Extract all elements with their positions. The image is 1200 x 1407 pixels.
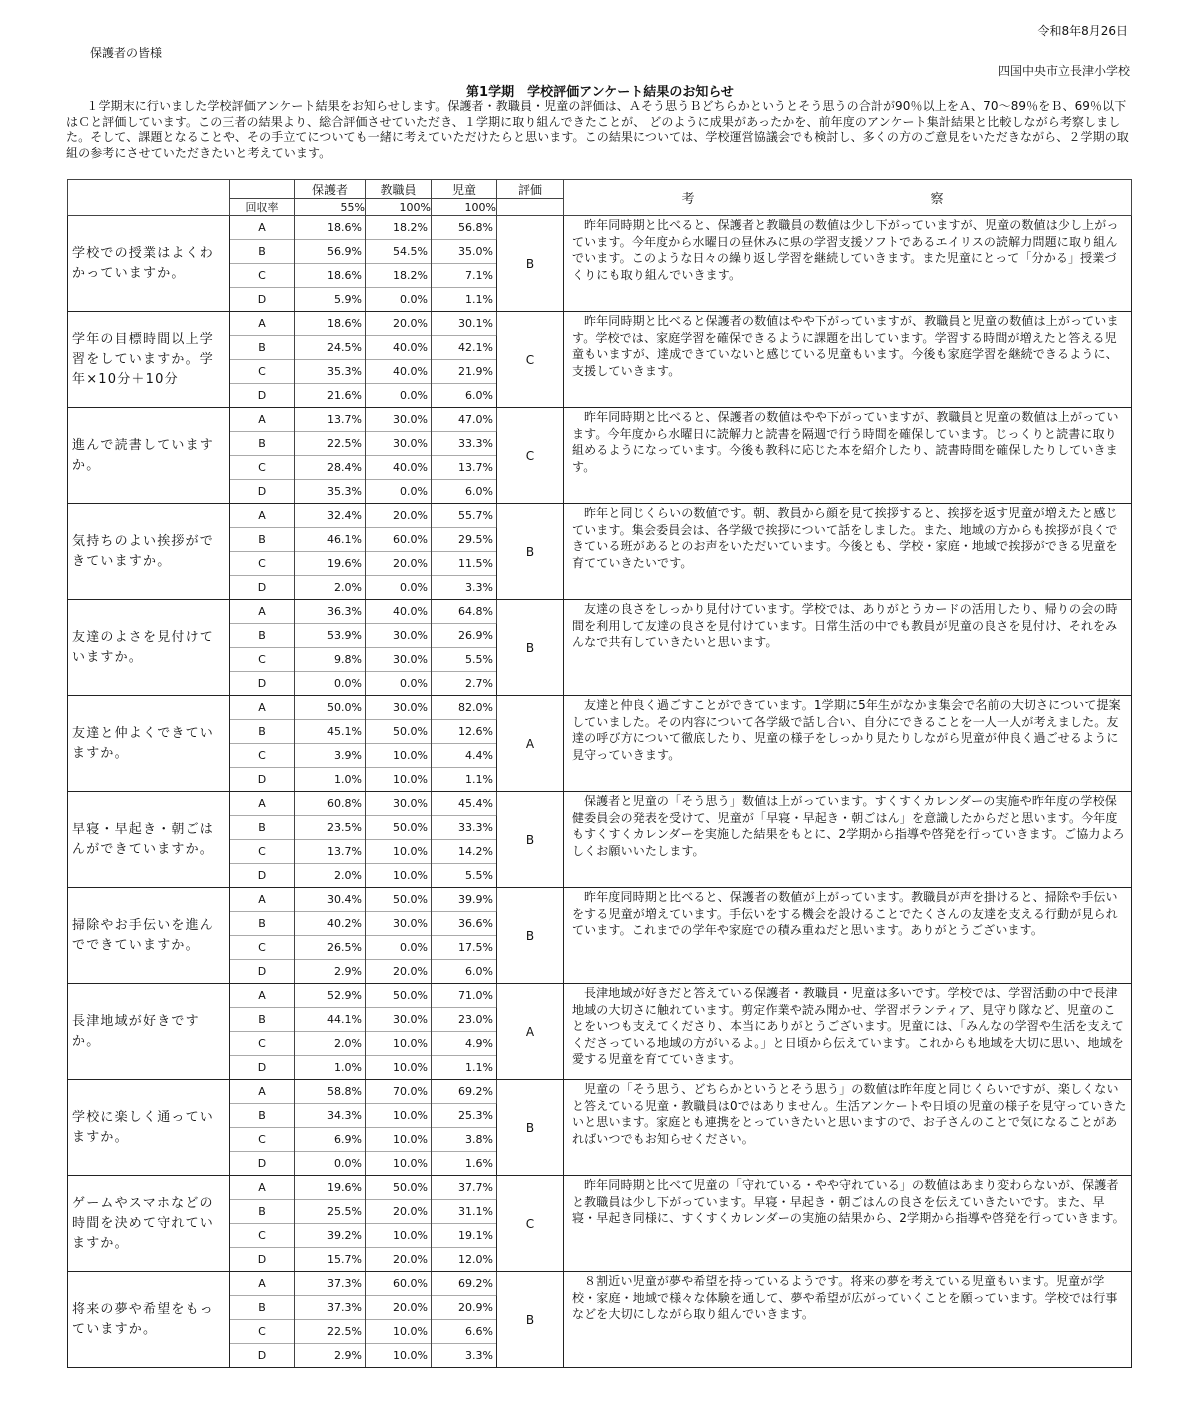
value-staff: 30.0% [366, 624, 432, 648]
evaluation-grade: B [497, 504, 564, 600]
table-row [68, 1080, 1132, 1104]
value-student: 7.1% [432, 264, 497, 288]
answer-level: C [230, 552, 295, 576]
answer-level: A [230, 1080, 295, 1104]
question-text: 友達と仲よくできていますか。 [68, 696, 230, 792]
value-student: 39.9% [432, 888, 497, 912]
value-staff: 30.0% [366, 696, 432, 720]
answer-level: B [230, 1200, 295, 1224]
answer-level: A [230, 312, 295, 336]
value-student: 26.9% [432, 624, 497, 648]
value-staff: 30.0% [366, 1008, 432, 1032]
value-guardian: 9.8% [295, 648, 366, 672]
value-staff: 0.0% [366, 480, 432, 504]
value-staff: 10.0% [366, 1128, 432, 1152]
table-row [68, 984, 1132, 1008]
value-student: 31.1% [432, 1200, 497, 1224]
answer-level: D [230, 1344, 295, 1368]
evaluation-grade: B [497, 1080, 564, 1176]
table-row [68, 408, 1132, 432]
value-guardian: 2.0% [295, 1032, 366, 1056]
header-blank-cell [68, 180, 230, 216]
table-row [68, 1176, 1132, 1200]
answer-level: B [230, 240, 295, 264]
value-student: 20.9% [432, 1296, 497, 1320]
observation-text: 昨年同時期と比べると保護者の数値はやや下がっていますが、教職員と児童の数値は上がっています。学校では、家庭学習を確保できるように課題を出しています。学習する時間が増えたと答える児童もいますが、達成できていないと感じている児童もいます。今後も家庭学習を継続できるように、支援していきます。 [564, 312, 1132, 408]
value-guardian: 13.7% [295, 408, 366, 432]
observation-text: 児童の「そう思う、どちらかというとそう思う」の数値は昨年度と同じくらいですが、楽しくないと答えている児童・教職員は0ではありません。生活アンケートや日頃の児童の様子を見守っていきたいと思います。家庭とも連携をとっていきたいと思いますので、お子さんのことで気になることがあればいつでもお知らせください。 [564, 1080, 1132, 1176]
answer-level: C [230, 744, 295, 768]
value-student: 33.3% [432, 432, 497, 456]
value-staff: 20.0% [366, 1296, 432, 1320]
evaluation-grade: C [497, 1176, 564, 1272]
table-row [68, 504, 1132, 528]
value-guardian: 5.9% [295, 288, 366, 312]
value-guardian: 30.4% [295, 888, 366, 912]
value-student: 4.9% [432, 1032, 497, 1056]
evaluation-grade: A [497, 984, 564, 1080]
question-text: 将来の夢や希望をもっていますか。 [68, 1272, 230, 1368]
table-row [68, 888, 1132, 912]
value-staff: 30.0% [366, 408, 432, 432]
value-staff: 18.2% [366, 216, 432, 240]
value-staff: 50.0% [366, 720, 432, 744]
answer-level: D [230, 1248, 295, 1272]
value-student: 71.0% [432, 984, 497, 1008]
recovery-guardian: 55% [295, 199, 366, 216]
value-guardian: 19.6% [295, 552, 366, 576]
table-row [68, 600, 1132, 624]
value-guardian: 34.3% [295, 1104, 366, 1128]
value-student: 35.0% [432, 240, 497, 264]
observation-text: 保護者と児童の「そう思う」数値は上がっています。すくすくカレンダーの実施や昨年度の学校保健委員会の発表を受けて、児童が「早寝・早起き・朝ごはん」を意識したからだと思います。今年度もすくすくカレンダーを実施した結果をもとに、2学期から指導や啓発を行っていきます。ご協力よろしくお願いいたします。 [564, 792, 1132, 888]
survey-results-table [67, 179, 1132, 1368]
question-text: 掃除やお手伝いを進んでできていますか。 [68, 888, 230, 984]
value-student: 6.0% [432, 960, 497, 984]
observation-text: 昨年と同じくらいの数値です。朝、教員から顔を見て挨拶すると、挨拶を返す児童が増えたと感じています。集会委員会は、各学級で挨拶について話をしました。また、地域の方からも挨拶が良くできている班があるとのお声をいただいています。今後とも、学校・家庭・地域で挨拶ができる児童を育てていきたいです。 [564, 504, 1132, 600]
table-row [68, 1272, 1132, 1296]
question-text: 長津地域が好きですか。 [68, 984, 230, 1080]
question-text: ゲームやスマホなどの時間を決めて守れていますか。 [68, 1176, 230, 1272]
value-guardian: 18.6% [295, 216, 366, 240]
value-guardian: 2.0% [295, 576, 366, 600]
value-staff: 70.0% [366, 1080, 432, 1104]
value-staff: 10.0% [366, 1032, 432, 1056]
school-name: 四国中央市立長津小学校 [997, 64, 1130, 78]
value-student: 42.1% [432, 336, 497, 360]
value-staff: 10.0% [366, 840, 432, 864]
answer-level: D [230, 672, 295, 696]
evaluation-grade: B [497, 792, 564, 888]
value-student: 56.8% [432, 216, 497, 240]
value-staff: 20.0% [366, 960, 432, 984]
table-header-row [68, 180, 1132, 199]
value-guardian: 2.0% [295, 864, 366, 888]
question-text: 学年の目標時間以上学習をしていますか。学年×10分＋10分 [68, 312, 230, 408]
value-guardian: 6.9% [295, 1128, 366, 1152]
value-student: 5.5% [432, 648, 497, 672]
value-staff: 10.0% [366, 1104, 432, 1128]
value-student: 69.2% [432, 1080, 497, 1104]
question-text: 進んで読書していますか。 [68, 408, 230, 504]
value-student: 33.3% [432, 816, 497, 840]
answer-level: A [230, 888, 295, 912]
value-guardian: 1.0% [295, 768, 366, 792]
value-guardian: 22.5% [295, 432, 366, 456]
value-guardian: 2.9% [295, 1344, 366, 1368]
value-student: 11.5% [432, 552, 497, 576]
value-staff: 40.0% [366, 360, 432, 384]
answer-level: B [230, 336, 295, 360]
evaluation-grade: C [497, 408, 564, 504]
value-student: 1.6% [432, 1152, 497, 1176]
answer-level: B [230, 912, 295, 936]
value-staff: 50.0% [366, 888, 432, 912]
value-student: 1.1% [432, 768, 497, 792]
value-student: 3.8% [432, 1128, 497, 1152]
value-staff: 10.0% [366, 768, 432, 792]
observation-text: 友達の良さをしっかり見付けています。学校では、ありがとうカードの活用したり、帰りの会の時間を利用して友達の良さを見付けています。日常生活の中でも教員が児童の良さを見付け、それをみんなで共有していきたいと思います。 [564, 600, 1132, 696]
evaluation-grade: B [497, 216, 564, 312]
value-staff: 30.0% [366, 912, 432, 936]
table-row [68, 792, 1132, 816]
value-staff: 18.2% [366, 264, 432, 288]
answer-level: D [230, 480, 295, 504]
value-guardian: 28.4% [295, 456, 366, 480]
answer-level: C [230, 648, 295, 672]
value-staff: 0.0% [366, 672, 432, 696]
answer-level: C [230, 360, 295, 384]
value-staff: 10.0% [366, 1152, 432, 1176]
answer-level: B [230, 1008, 295, 1032]
evaluation-grade: C [497, 312, 564, 408]
value-guardian: 45.1% [295, 720, 366, 744]
value-staff: 0.0% [366, 288, 432, 312]
col-staff: 教職員 [366, 180, 432, 199]
answer-level: D [230, 384, 295, 408]
value-staff: 10.0% [366, 1056, 432, 1080]
answer-level: B [230, 1296, 295, 1320]
answer-level: C [230, 1224, 295, 1248]
value-staff: 10.0% [366, 864, 432, 888]
value-student: 47.0% [432, 408, 497, 432]
question-text: 学校に楽しく通っていますか。 [68, 1080, 230, 1176]
observation-text: 昨年度同時期と比べると、保護者の数値が上がっています。教職員が声を掛けると、掃除や手伝いをする児童が増えています。手伝いをする機会を設けることでたくさんの友達を支える行動が見られています。これまでの学年や家庭での積み重ねだと思います。ありがとうございます。 [564, 888, 1132, 984]
value-student: 30.1% [432, 312, 497, 336]
answer-level: A [230, 696, 295, 720]
value-staff: 50.0% [366, 1176, 432, 1200]
value-staff: 20.0% [366, 552, 432, 576]
answer-level: B [230, 432, 295, 456]
value-student: 17.5% [432, 936, 497, 960]
col-eval: 評価 [497, 180, 564, 199]
answer-level: A [230, 408, 295, 432]
value-staff: 10.0% [366, 1224, 432, 1248]
value-student: 6.6% [432, 1320, 497, 1344]
value-staff: 60.0% [366, 1272, 432, 1296]
evaluation-grade: A [497, 696, 564, 792]
answer-level: D [230, 768, 295, 792]
value-staff: 40.0% [366, 600, 432, 624]
value-guardian: 19.6% [295, 1176, 366, 1200]
evaluation-grade: B [497, 888, 564, 984]
value-staff: 20.0% [366, 1248, 432, 1272]
answer-level: D [230, 1152, 295, 1176]
value-guardian: 44.1% [295, 1008, 366, 1032]
recovery-label: 回収率 [230, 199, 295, 216]
value-student: 3.3% [432, 576, 497, 600]
answer-level: D [230, 288, 295, 312]
value-staff: 54.5% [366, 240, 432, 264]
value-student: 4.4% [432, 744, 497, 768]
value-staff: 0.0% [366, 384, 432, 408]
observation-text: 昨年同時期と比べると、保護者の数値はやや下がっていますが、教職員と児童の数値は上がっています。今年度から水曜日に読解力と読書を隔週で行う時間を確保しています。じっくりと読書に取り組めるようになっています。今後も教科に応じた本を紹介したり、読書時間を確保したりしていきます。 [564, 408, 1132, 504]
value-student: 82.0% [432, 696, 497, 720]
value-student: 29.5% [432, 528, 497, 552]
question-text: 友達のよさを見付けていますか。 [68, 600, 230, 696]
table-row [68, 216, 1132, 240]
observation-text: ８割近い児童が夢や希望を持っているようです。将来の夢を考えている児童もいます。児童が学校・家庭・地域で様々な体験を通して、夢や希望が広がっていくことを願っています。学校では行事などを大切にしながら取り組んでいきます。 [564, 1272, 1132, 1368]
value-guardian: 18.6% [295, 264, 366, 288]
value-student: 55.7% [432, 504, 497, 528]
value-guardian: 53.9% [295, 624, 366, 648]
value-staff: 30.0% [366, 792, 432, 816]
answer-level: B [230, 624, 295, 648]
answer-level: C [230, 840, 295, 864]
value-staff: 50.0% [366, 984, 432, 1008]
recovery-student: 100% [432, 199, 497, 216]
value-guardian: 35.3% [295, 360, 366, 384]
value-staff: 60.0% [366, 528, 432, 552]
value-guardian: 0.0% [295, 672, 366, 696]
value-staff: 20.0% [366, 504, 432, 528]
value-staff: 40.0% [366, 456, 432, 480]
value-guardian: 40.2% [295, 912, 366, 936]
value-guardian: 37.3% [295, 1296, 366, 1320]
answer-level: A [230, 600, 295, 624]
value-guardian: 39.2% [295, 1224, 366, 1248]
observation-text: 友達と仲良く過ごすことができています。1学期に5年生がなかま集会で名前の大切さについて提案していました。その内容について各学級で話し合い、自分にできることを一人一人が考えました。友達の呼び方について徹底したり、児童の様子をしっかり見たりしながら児童が仲良く過ごせるように見守っていきます。 [564, 696, 1132, 792]
answer-level: C [230, 264, 295, 288]
value-guardian: 32.4% [295, 504, 366, 528]
value-student: 13.7% [432, 456, 497, 480]
value-staff: 0.0% [366, 936, 432, 960]
table-row [68, 312, 1132, 336]
observation-text: 昨年同時期と比べると、保護者と教職員の数値は少し下がっていますが、児童の数値は少し上がっています。今年度から水曜日の昼休みに県の学習支援ソフトであるエイリスの読解力問題に取り組んでいます。このような日々の繰り返し学習を継続していきます。また児童にとって「分かる」授業づくりにも取り組んでいきます。 [564, 216, 1132, 312]
answer-level: B [230, 528, 295, 552]
value-staff: 30.0% [366, 648, 432, 672]
answer-level: A [230, 216, 295, 240]
value-guardian: 21.6% [295, 384, 366, 408]
value-student: 6.0% [432, 384, 497, 408]
value-guardian: 15.7% [295, 1248, 366, 1272]
col-observation-label: 考 察 [681, 192, 1014, 207]
value-staff: 10.0% [366, 1344, 432, 1368]
answer-level: B [230, 1104, 295, 1128]
intro-paragraph: １学期末に行いました学校評価アンケート結果をお知らせします。保護者・教職員・児童の評価は、Ａそう思うＢどちらかというとそう思うの合計が90％以上をＡ、70～89％をＢ、69％以下はＣと評価しています。この三者の結果より、総合評価させていただき、１学期に取り組んできたことが、 どのように成果があったかを、前年度のアンケート集計結果と比較しながら考察しました。そして、課題となることや、その手立てについても一緒に考えていただけたらと思います。この結果については、学校運営協議会でも検討し、多くの方のご意見をいただきながら、２学期の取組の参考にさせていただきたいと考えています。 [66, 99, 1129, 160]
answer-level: A [230, 984, 295, 1008]
document-title: 第1学期 学校評価アンケート結果のお知らせ [466, 85, 734, 100]
value-student: 23.0% [432, 1008, 497, 1032]
value-guardian: 13.7% [295, 840, 366, 864]
value-guardian: 58.8% [295, 1080, 366, 1104]
value-student: 64.8% [432, 600, 497, 624]
value-student: 5.5% [432, 864, 497, 888]
value-guardian: 56.9% [295, 240, 366, 264]
value-guardian: 3.9% [295, 744, 366, 768]
value-student: 45.4% [432, 792, 497, 816]
col-student: 児童 [432, 180, 497, 199]
recovery-staff: 100% [366, 199, 432, 216]
value-guardian: 1.0% [295, 1056, 366, 1080]
answer-level: D [230, 1056, 295, 1080]
value-staff: 20.0% [366, 1200, 432, 1224]
value-student: 12.6% [432, 720, 497, 744]
value-student: 1.1% [432, 288, 497, 312]
value-guardian: 25.5% [295, 1200, 366, 1224]
value-staff: 10.0% [366, 744, 432, 768]
answer-level: D [230, 576, 295, 600]
value-staff: 30.0% [366, 432, 432, 456]
answer-level: A [230, 1176, 295, 1200]
question-text: 学校での授業はよくわかっていますか。 [68, 216, 230, 312]
value-guardian: 18.6% [295, 312, 366, 336]
recovery-eval-blank [497, 199, 564, 216]
observation-text: 昨年同時期と比べて児童の「守れている・やや守れている」の数値はあまり変わらないが、保護者と教職員は少し下がっています。早寝・早起き・朝ごはんの良さを伝えていきたいです。また、早寝・早起き同様に、すくすくカレンダーの実施の結果から、2学期から指導や啓発を行っていきます。 [564, 1176, 1132, 1272]
value-guardian: 36.3% [295, 600, 366, 624]
answer-level: C [230, 1128, 295, 1152]
value-guardian: 22.5% [295, 1320, 366, 1344]
value-guardian: 26.5% [295, 936, 366, 960]
question-text: 早寝・早起き・朝ごはんができていますか。 [68, 792, 230, 888]
value-student: 2.7% [432, 672, 497, 696]
answer-level: B [230, 816, 295, 840]
value-student: 21.9% [432, 360, 497, 384]
value-student: 1.1% [432, 1056, 497, 1080]
question-text: 気持ちのよい挨拶ができていますか。 [68, 504, 230, 600]
value-student: 25.3% [432, 1104, 497, 1128]
evaluation-grade: B [497, 1272, 564, 1368]
value-staff: 20.0% [366, 312, 432, 336]
value-student: 6.0% [432, 480, 497, 504]
value-student: 19.1% [432, 1224, 497, 1248]
value-guardian: 52.9% [295, 984, 366, 1008]
answer-level: C [230, 1320, 295, 1344]
col-guardian: 保護者 [295, 180, 366, 199]
value-staff: 10.0% [366, 1320, 432, 1344]
answer-level: C [230, 456, 295, 480]
table-row [68, 696, 1132, 720]
value-guardian: 0.0% [295, 1152, 366, 1176]
answer-level: C [230, 1032, 295, 1056]
value-guardian: 35.3% [295, 480, 366, 504]
value-guardian: 46.1% [295, 528, 366, 552]
answer-level: D [230, 960, 295, 984]
value-student: 36.6% [432, 912, 497, 936]
answer-level: A [230, 1272, 295, 1296]
value-guardian: 60.8% [295, 792, 366, 816]
value-staff: 40.0% [366, 336, 432, 360]
recipient: 保護者の皆様 [90, 46, 163, 60]
value-student: 37.7% [432, 1176, 497, 1200]
value-guardian: 24.5% [295, 336, 366, 360]
value-student: 14.2% [432, 840, 497, 864]
answer-level: D [230, 864, 295, 888]
value-guardian: 2.9% [295, 960, 366, 984]
value-student: 12.0% [432, 1248, 497, 1272]
value-student: 3.3% [432, 1344, 497, 1368]
observation-text: 長津地域が好きだと答えている保護者・教職員・児童は多いです。学校では、学習活動の中で長津地域の大切さに触れています。剪定作業や読み聞かせ、学習ボランティア、見守り隊など、児童のことをいつも支えてくださり、本当にありがとうございます。児童には、「みんなの学習や生活を支えてくださっている地域の方がいるよ。」と日頃から伝えています。これからも地域を大切に思い、地域を愛する児童を育てていきます。 [564, 984, 1132, 1080]
answer-level: C [230, 936, 295, 960]
value-guardian: 23.5% [295, 816, 366, 840]
value-student: 69.2% [432, 1272, 497, 1296]
answer-level: A [230, 792, 295, 816]
evaluation-grade: B [497, 600, 564, 696]
col-observation [564, 180, 1132, 216]
header-blank-level [230, 180, 295, 199]
value-guardian: 37.3% [295, 1272, 366, 1296]
document-date: 令和8年8月26日 [1037, 24, 1128, 38]
value-staff: 0.0% [366, 576, 432, 600]
answer-level: A [230, 504, 295, 528]
answer-level: B [230, 720, 295, 744]
value-guardian: 50.0% [295, 696, 366, 720]
value-staff: 50.0% [366, 816, 432, 840]
